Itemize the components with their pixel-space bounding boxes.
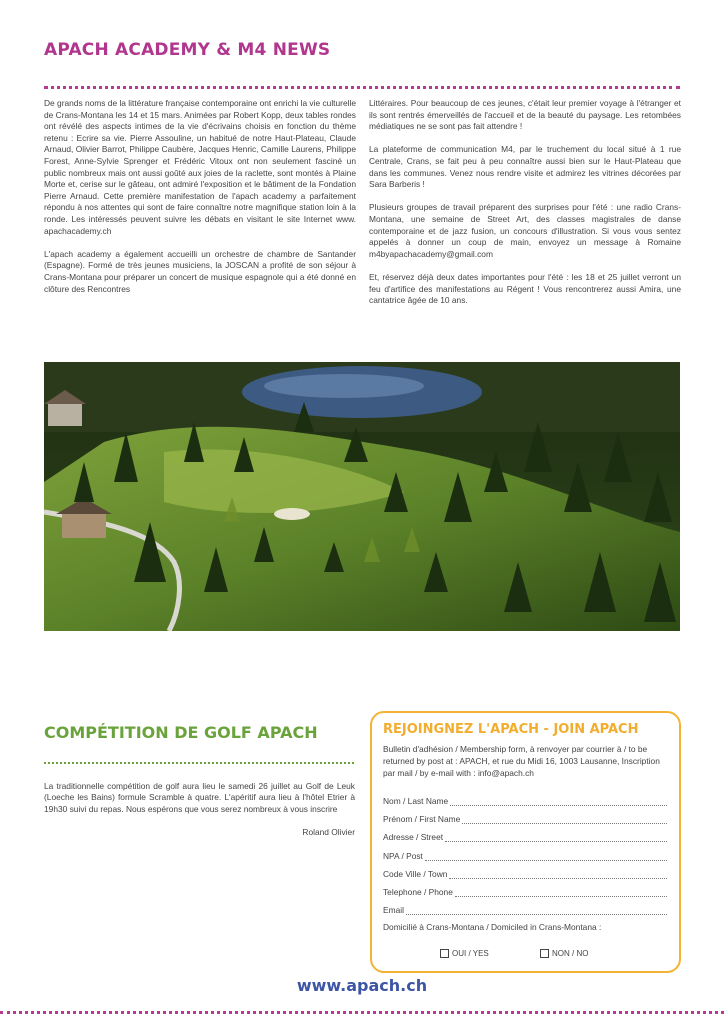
form-field-line[interactable]	[406, 906, 667, 915]
no-checkbox[interactable]	[540, 949, 549, 958]
golf-section-title: COMPÉTITION DE GOLF APACH	[44, 723, 318, 742]
form-field-post[interactable]	[383, 849, 667, 861]
option-yes[interactable]	[440, 949, 489, 958]
article-paragraph: Plusieurs groupes de travail préparent des surprises pour l'été : une radio Crans-Montana, une semaine de Street Art, des classes magistrales de danse contemporaine et de jazz fusion, un concours d'illustration. Si vous vous sentez appelés à donner un coup de main, envoyez un message à Romaine m4byapachacademy@gmail.com	[369, 202, 681, 259]
title-divider	[44, 86, 680, 89]
form-field-label: Telephone / Phone	[383, 887, 453, 897]
article-paragraph: L'apach academy a également accueilli un orchestre de chambre de Santander (Espagne). Formé de très jeunes musiciens, la JOSCAN a profité de son séjour à Crans-Montana pour préparer un concert de musique espagnole qui a été donné en clôture des Rencontres	[44, 248, 356, 294]
form-field-label: Code Ville / Town	[383, 869, 448, 879]
form-field-street[interactable]	[383, 830, 667, 842]
footer-divider	[0, 1011, 724, 1014]
form-field-line[interactable]	[425, 852, 667, 861]
form-field-label: Prénom / First Name	[383, 814, 461, 824]
article-column-right	[369, 98, 681, 318]
article-paragraph: Et, réservez déjà deux dates importantes pour l'été : les 18 et 25 juillet verront un feu d'artifice des manifestations au Régent ! Vous rencontrerez aussi Amira, une cantatrice âgée de 10 ans.	[369, 271, 681, 306]
form-field-line[interactable]	[445, 833, 667, 842]
golf-signature: Roland Olivier	[302, 827, 355, 837]
form-field-label: Nom / Last Name	[383, 796, 449, 806]
article-paragraph: La plateforme de communication M4, par le truchement du local situé à 1 rue Centrale, Crans, se fait peu à peu connaître aussi bien sur le Haut-Plateau que dans les communes. Venez nous rendre visite et admirez les vitrines décorées par Sara Barberis !	[369, 144, 681, 190]
membership-form-box	[370, 711, 681, 973]
membership-title: REJOINGNEZ L'APACH - JOIN APACH	[383, 722, 639, 737]
golf-course-photo	[44, 362, 680, 631]
article-column-left	[44, 98, 356, 307]
form-field-line[interactable]	[450, 797, 667, 806]
article-paragraph: Littéraires. Pour beaucoup de ces jeunes, c'était leur premier voyage à l'étranger et ils sont rentrés émerveillés de l'accueil et de la beauté du paysage. Les retombées médiatiques ne se sont pas fait attendre !	[369, 98, 681, 132]
form-field-label: NPA / Post	[383, 851, 423, 861]
golf-description: La traditionnelle compétition de golf aura lieu le samedi 26 juillet au Golf de Leuk (Loeche les Bains) formule Scramble à quatre. L'apéritif aura lieu à l'hôtel Etrier à 19h30 suivi du repas. Nous espérons que vous serez nombreux à vous inscrire	[44, 781, 355, 814]
domicile-question: Domicilié à Crans-Montana / Domiciled in Crans-Montana :	[383, 922, 602, 932]
page-title: APACH ACADEMY & M4 NEWS	[44, 40, 331, 60]
no-label: NON / NO	[552, 949, 589, 958]
form-field-line[interactable]	[449, 870, 667, 879]
yes-checkbox[interactable]	[440, 949, 449, 958]
yes-label: OUI / YES	[452, 949, 489, 958]
form-field-label: Adresse / Street	[383, 832, 444, 842]
article-paragraph: De grands noms de la littérature française contemporaine ont enrichi la vie culturelle de Crans-Montana les 14 et 15 mars. Animées par Robert Kopp, deux tables rondes ont révélé des aspects intimes de la vie d'écrivains choisis en fonction du thème retenu : Ecrire sa vie. Pierre Assouline, un habitué de notre Haut-Plateau, Claude Arnaud, Olivier Barrot, Philippe Caubère, Jacques Henric, Camille Laurens, Philippe Forest, Anne-Sylvie Sprenger et Frédéric Vitoux ont non seulement fasciné un public nombreux mais ont aussi goûté aux joies de la raclette, sont montés à Plaine Morte et, cerise sur le gâteau, ont admiré l'exposition et le bâtiment de la Fondation Pierre Arnaud. Cette première manifestation de l'apach academy a parfaitement répondu à nos attentes qui sont de faire connaître notre magnifique station loin à la ronde. Les intéressés peuvent suivre les débats en visitant le site Internet www. apachacademy.ch	[44, 98, 356, 236]
form-field-label: Email	[383, 905, 404, 915]
membership-intro: Bulletin d'adhésion / Membership form, à renvoyer par courrier à / to be returned by post at : APACH, et rue du Midi 16, 1003 Lausanne, Inscription par mail / by e-mail with : info@apach.ch	[383, 744, 660, 778]
golf-divider	[44, 762, 354, 764]
form-field-town[interactable]	[383, 867, 667, 879]
option-no[interactable]	[540, 949, 588, 958]
website-link[interactable]: www.apach.ch	[296, 976, 428, 995]
form-field-phone[interactable]	[383, 885, 667, 897]
form-field-email[interactable]	[383, 903, 667, 915]
form-field-first-name[interactable]	[383, 812, 667, 824]
form-field-last-name[interactable]	[383, 794, 667, 806]
form-field-line[interactable]	[462, 815, 667, 824]
form-field-line[interactable]	[455, 888, 667, 897]
